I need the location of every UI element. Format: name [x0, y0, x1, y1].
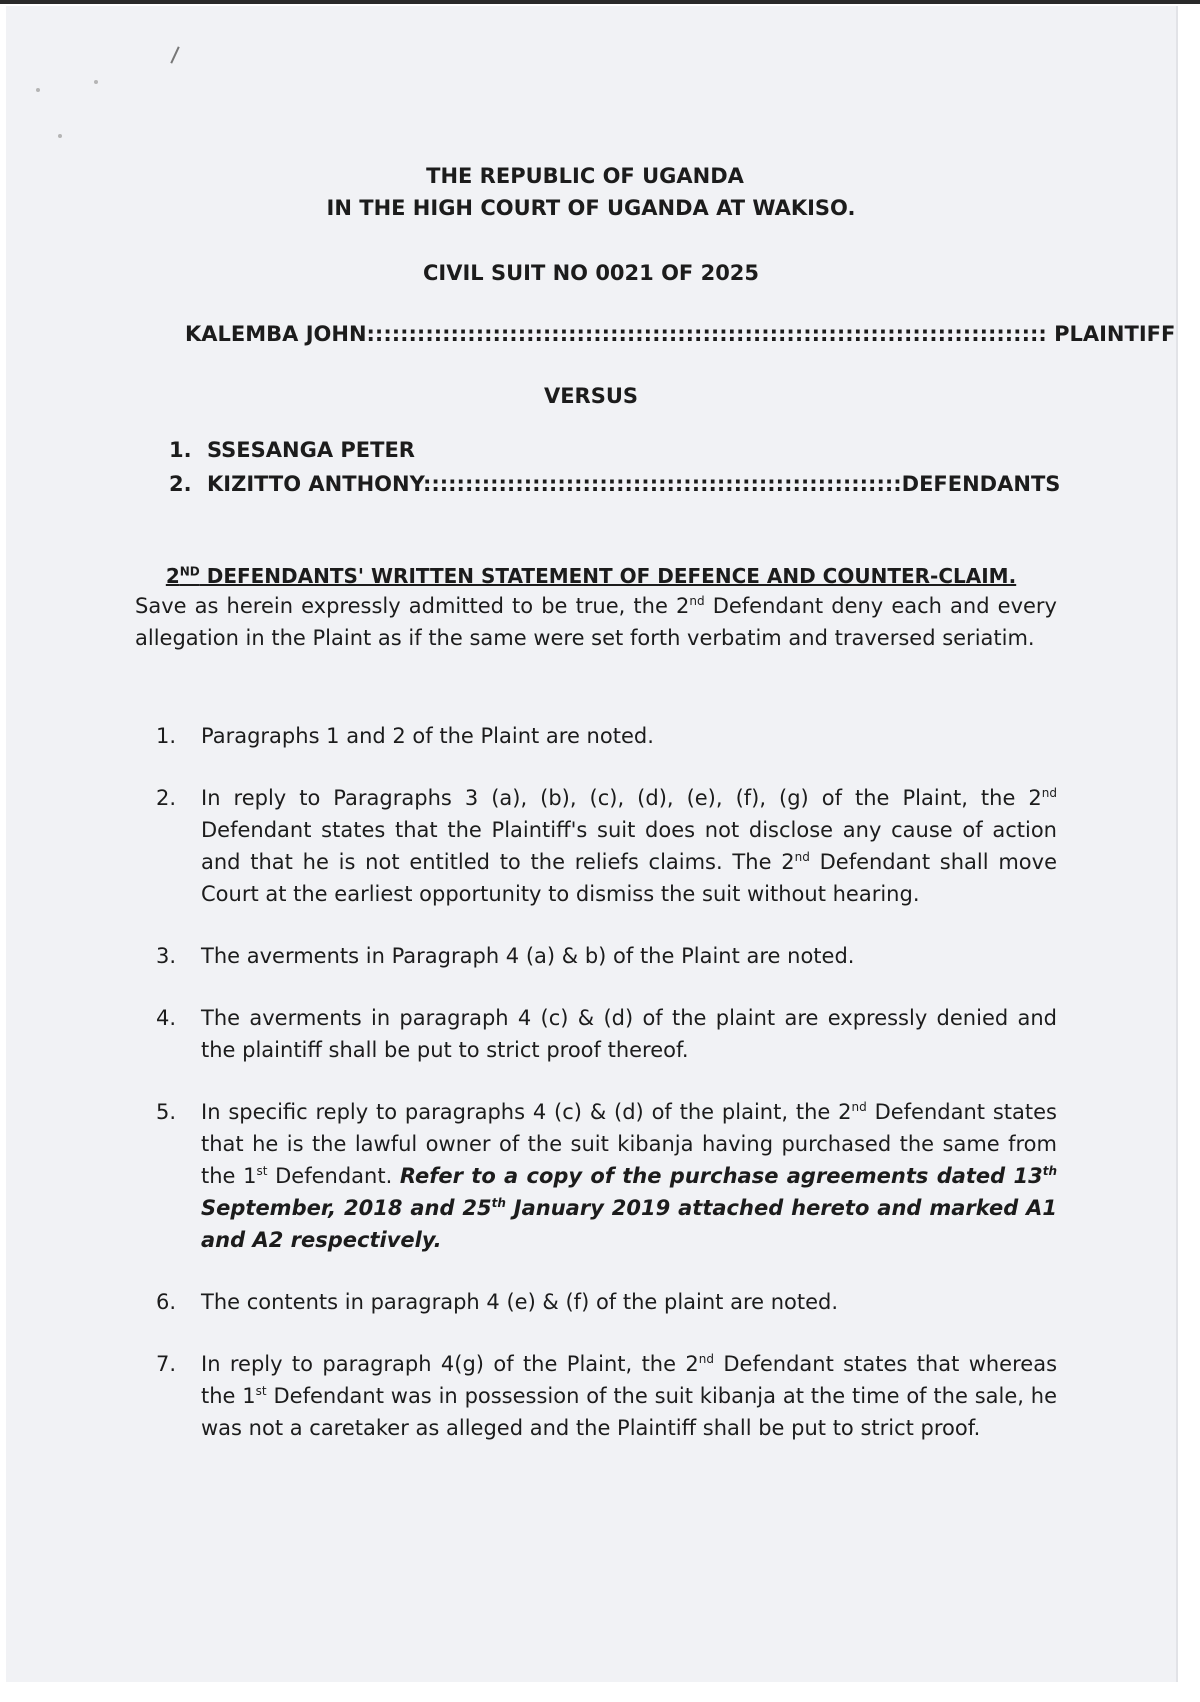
document-title: 2ND DEFENDANTS' WRITTEN STATEMENT OF DEFENCE AND COUNTER-CLAIM. — [165, 564, 1017, 588]
defendant-item: 2. KIZITTO ANTHONY:::::::::::::::::::::::::::::::::::::::::::::::::::::::::DEFENDANTS — [169, 472, 1061, 496]
paragraph-item: 5. In specific reply to paragraphs 4 (c) & (d) of the plaint, the 2nd Defendant states that he is the lawful owner of the suit kibanja having purchased the same from the 1st Defendant. Refer to a copy of the purchase agreements dated 13th September, 2018 and 25th January 2019 attached hereto and marked A1 and A2 respectively. — [156, 1100, 1058, 1252]
document-page — [6, 6, 1178, 1682]
versus-label: VERSUS — [543, 384, 639, 408]
court-heading: IN THE HIGH COURT OF UGANDA AT WAKISO. — [326, 196, 856, 220]
defendant-item: 1. SSESANGA PETER — [169, 438, 415, 462]
plaintiff-line: KALEMBA JOHN::::::::::::::::::::::::::::::::::::::::::::::::::::::::::::::::::::::::::::::::: PLAINTIFF — [185, 322, 1176, 346]
paragraph-item: 1. Paragraphs 1 and 2 of the Plaint are noted. — [156, 724, 654, 748]
pen-mark — [170, 46, 179, 63]
republic-heading: THE REPUBLIC OF UGANDA — [426, 164, 744, 188]
paragraph-item: 7. In reply to paragraph 4(g) of the Plaint, the 2nd Defendant states that whereas the 1st Defendant was in possession of the suit kibanja at the time of the sale, he was not a caretaker as alleged and the Plaintiff shall be put to strict proof. — [156, 1352, 1058, 1440]
paragraph-item: 3. The averments in Paragraph 4 (a) & b) of the Plaint are noted. — [156, 944, 855, 968]
scan-speck — [36, 88, 40, 92]
defence-paragraphs — [156, 720, 1057, 1444]
defendants-list — [169, 438, 1060, 506]
exhibit-reference: Refer to a copy of the purchase agreements dated 13th September, 2018 and 25th January 2019 attached hereto and marked A1 and A2 respectively. — [201, 1164, 1058, 1252]
scan-speck — [94, 80, 98, 84]
scan-top-edge — [0, 0, 1200, 4]
paragraph-item: 2. In reply to Paragraphs 3 (a), (b), (c), (d), (e), (f), (g) of the Plaint, the 2nd Defendant states that the Plaintiff's suit does not disclose any cause of action and that he is not entitled to the reliefs claims. The 2nd Defendant shall move Court at the earliest opportunity to dismiss the suit without hearing. — [156, 786, 1058, 906]
scan-speck — [58, 134, 62, 138]
intro-paragraph: Save as herein expressly admitted to be true, the 2nd Defendant deny each and every allegation in the Plaint as if the same were set forth verbatim and traversed seriatim. — [135, 594, 1057, 650]
paragraph-item: 6. The contents in paragraph 4 (e) & (f) of the plaint are noted. — [156, 1290, 839, 1314]
paragraph-item: 4. The averments in paragraph 4 (c) & (d) of the plaint are expressly denied and the plaintiff shall be put to strict proof thereof. — [156, 1006, 1057, 1062]
suit-number: CIVIL SUIT NO 0021 OF 2025 — [422, 261, 760, 285]
